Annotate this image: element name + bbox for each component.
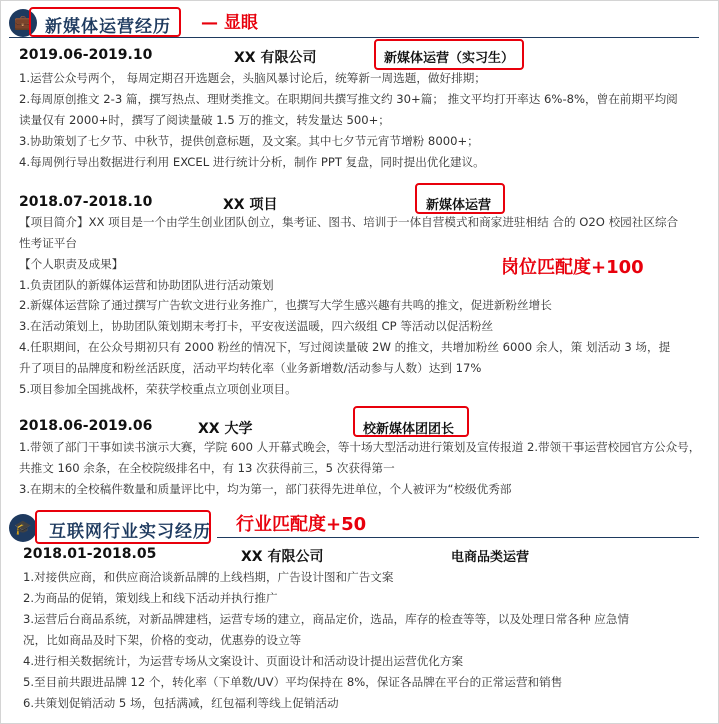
entry-line: 3.协助策划了七夕节、中秋节，提供创意标题，及文案。其中七夕节元宵节增粉 8000+； (19, 134, 479, 148)
entry-line: 况，比如商品及时下架，价格的变动，优惠券的设立等 (23, 633, 302, 647)
entry-line: 1.带领了部门干事如读书演示大赛，学院 600 人开幕式晚会，等十场大型活动进行策划及宣传报道 2.带领干事运营校园官方公众号， (19, 440, 701, 454)
entry-line: 2.新媒体运营除了通过撰写广告软文进行业务推广，也撰写大学生感兴趣有共鸣的推文，促进新粉丝增长 (19, 298, 552, 312)
graduation-cap-icon: 🎓 (9, 514, 37, 542)
entry-date: 2018.06-2019.06 (19, 418, 153, 434)
entry-org: XX 项目 (223, 197, 278, 213)
entry-role: 新媒体运营 (426, 198, 492, 213)
section-title: 互联网行业实习经历 (49, 522, 211, 542)
briefcase-icon: 💼 (9, 9, 37, 37)
section-title: 新媒体运营经历 (45, 17, 171, 37)
entry-line: 【项目简介】XX 项目是一个由学生创业团队创立，集考证、图书、培训于一体自营模式和商家进驻相结 合的 O2O 校园社区综合 (19, 215, 679, 229)
entry-line: 1.对接供应商，和供应商洽谈新品牌的上线档期，广告设计图和广告文案 (23, 570, 394, 584)
entry-line: 性考证平台 (19, 236, 77, 250)
entry-line: 1.负责团队的新媒体运营和协助团队进行活动策划 (19, 278, 274, 292)
entry-line: 共推文 160 余条，在全校院级排名中，有 13 次获得前三，5 次获得第一 (19, 461, 395, 475)
annotation-prominent: — 显眼 (201, 13, 258, 33)
entry-line: 2.为商品的促销，策划线上和线下活动并执行推广 (23, 591, 278, 605)
entry-line: 3.在活动策划上，协助团队策划期末考打卡，平安夜送温暖，四六级组 CP 等活动以促活粉丝 (19, 319, 494, 333)
entry-line: 【个人职责及成果】 (19, 257, 124, 271)
highlight-box-section2 (35, 510, 211, 544)
entry-org: XX 有限公司 (241, 549, 324, 565)
entry-line: 3.在期末的全校稿件数量和质量评比中，均为第一，部门获得先进单位，个人被评为“校级优秀部 (19, 482, 512, 496)
entry-line: 5.项目参加全国挑战杯，荣获学校重点立项创业项目。 (19, 382, 297, 396)
entry-line: 6.共策划促销活动 5 场，包括满减，红包福利等线上促销活动 (23, 696, 339, 710)
entry-date: 2019.06-2019.10 (19, 47, 153, 63)
section-rule (217, 537, 699, 538)
entry-line: 读量仅有 2000+时，撰写了阅读量破 1.5 万的推文，转发量达 500+； (19, 113, 390, 127)
highlight-box-role3 (353, 406, 469, 437)
entry-role: 电商品类运营 (451, 550, 530, 565)
entry-line: 4.任职期间，在公众号期初只有 2000 粉丝的情况下，写过阅读量破 2W 的推文，共增加粉丝 6000 余人，策 划活动 3 场，提 (19, 340, 671, 354)
annotation-job-match: 岗位匹配度+100 (501, 257, 644, 278)
entry-line: 4.进行相关数据统计，为运营专场从文案设计、页面设计和活动设计提出运营优化方案 (23, 654, 464, 668)
entry-line: 5.至目前共跟进品牌 12 个，转化率（下单数/UV）平均保持在 8%，保证各品牌在平台的正常运营和销售 (23, 675, 563, 689)
entry-date: 2018.07-2018.10 (19, 194, 153, 210)
entry-line: 3.运营后台商品系统，对新品牌建档，运营专场的建立，商品定价，选品，库存的检查等等，以及处理日常各种 应急情 (23, 612, 630, 626)
entry-line: 2.每周原创推文 2-3 篇，撰写热点、理财类推文。在职期间共撰写推文约 30+篇； 推文平均打开率达 6%-8%，曾在前期平均阅 (19, 92, 678, 106)
entry-org: XX 大学 (198, 421, 253, 437)
annotation-industry-match: 行业匹配度+50 (236, 514, 367, 535)
highlight-box-role1 (374, 39, 524, 70)
highlight-box-role2 (415, 183, 505, 214)
entry-role: 新媒体运营（实习生） (384, 51, 515, 66)
entry-line: 4.每周例行导出数据进行利用 EXCEL 进行统计分析，制作 PPT 复盘，同时提出优化建议。 (19, 155, 485, 169)
highlight-box-section1 (29, 7, 181, 37)
section-rule (9, 37, 699, 38)
entry-line: 升了项目的品牌度和粉丝活跃度，活动平均转化率（业务新增数/活动参与人数）达到 17% (19, 361, 482, 375)
entry-date: 2018.01-2018.05 (23, 546, 157, 562)
entry-role: 校新媒体团团长 (363, 422, 455, 437)
entry-line: 1.运营公众号两个， 每周定期召开选题会，头脑风暴讨论后，统筹新一周选题，做好排期； (19, 71, 486, 85)
entry-org: XX 有限公司 (234, 50, 317, 66)
